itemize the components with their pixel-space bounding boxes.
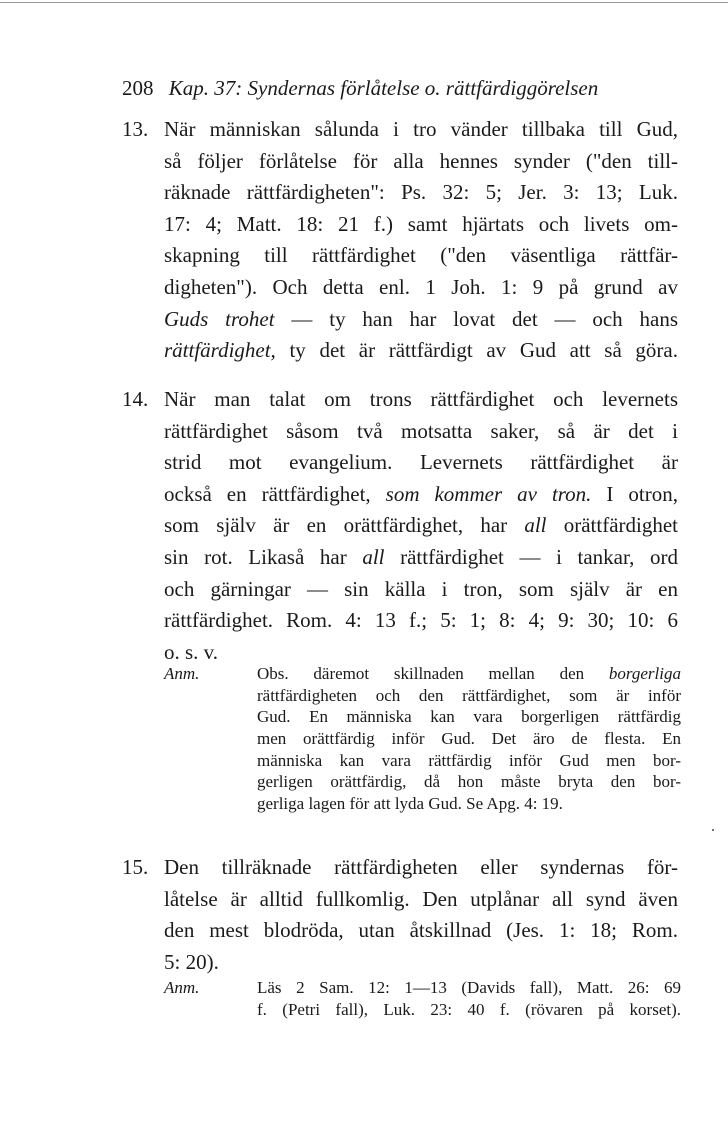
note-body (257, 977, 681, 1020)
text-line (164, 542, 678, 574)
text-line: När människan sålunda i tro vänder tillbaka till Gud, (164, 117, 678, 141)
note-body (257, 663, 681, 815)
text-line: strid mot evangelium. Levernets rättfärdighet är (164, 450, 678, 475)
text-run: — ty han har lovat det — och hans (274, 306, 678, 331)
paragraph-text (164, 384, 678, 668)
text-line (164, 479, 678, 511)
emphasis: som kommer av tron. (385, 481, 592, 506)
text-line (164, 510, 678, 542)
note-line: gerligen orättfärdig, då hon måste bryta den bor- (257, 772, 681, 792)
paragraph-number: 15. (122, 855, 149, 879)
text-line (164, 304, 678, 336)
note-label: Anm. (164, 664, 200, 683)
text-run: I otron, (591, 481, 679, 506)
text-run: också en rättfärdighet, (164, 481, 386, 506)
emphasis: all (362, 544, 385, 569)
text-run: Obs. däremot skillnaden mellan den (257, 664, 609, 683)
note-line: människa kan vara rättfärdig inför Gud men bor- (257, 750, 681, 770)
text-line (164, 335, 678, 367)
text-run: som själv är en orättfärdighet, har (164, 513, 525, 538)
text-line: så följer förlåtelse för alla hennes synder ("den till- (164, 148, 678, 173)
text-line: När man talat om trons rättfärdighet och levernets (164, 387, 678, 411)
note-line: Gud. En människa kan vara borgerligen rättfärdig (257, 707, 681, 727)
text-line: och gärningar — sin källa i tron, som själv är en (164, 576, 678, 601)
note-line: rättfärdigheten och den rättfärdighet, som är inför (257, 685, 681, 705)
emphasis: Guds trohet (164, 306, 275, 331)
note-line: Läs 2 Sam. 12: 1—13 (Davids fall), Matt. 26: 69 (257, 978, 681, 997)
note-line: gerliga lagen för att lyda Gud. Se Apg. 4: 19. (257, 794, 563, 814)
text-run: ty det är rättfärdigt av Gud att så göra. (275, 338, 678, 363)
note-label: Anm. (164, 978, 200, 997)
text-line: rättfärdighet såsom två motsatta saker, så är det i (164, 418, 678, 443)
running-title: Kap. 37: Syndernas förlåtelse o. rättfärdiggörelsen (168, 76, 599, 100)
paragraph-text (164, 114, 678, 367)
note-line: men orättfärdig inför Gud. Det äro de flesta. En (257, 729, 681, 749)
text-line: o. s. v. (164, 639, 219, 664)
text-line: rättfärdighet. Rom. 4: 13 f.; 5: 1; 8: 4; 9: 30; 10: 6 (164, 608, 678, 633)
emphasis: borgerliga (608, 664, 681, 683)
page-number: 208 (122, 76, 154, 100)
text-line: Den tillräknade rättfärdigheten eller syndernas för- (164, 855, 678, 879)
text-line: den mest blodröda, utan åtskillnad (Jes. 1: 18; Rom. (164, 918, 678, 943)
text-run: orättfärdighet (546, 513, 678, 538)
text-run: rättfärdighet — i tankar, ord (384, 544, 678, 569)
emphasis: all (524, 513, 547, 538)
paragraph-number: 14. (122, 387, 149, 411)
text-line: 17: 4; Matt. 18: 21 f.) samt hjärtats och livets om- (164, 211, 678, 236)
text-line: 5: 20). (164, 949, 219, 974)
note-line (257, 663, 681, 685)
text-line: räknade rättfärdigheten": Ps. 32: 5; Jer. 3: 13; Luk. (164, 180, 678, 205)
scan-speck (712, 829, 714, 831)
text-line: låtelse är alltid fullkomlig. Den utplånar all synd även (164, 886, 678, 911)
top-scan-rule (0, 2, 728, 3)
text-line: skapning till rättfärdighet ("den väsentliga rättfär- (164, 243, 678, 268)
running-header (122, 74, 682, 102)
paragraph-text (164, 852, 678, 978)
text-run: sin rot. Likaså har (164, 544, 363, 569)
note-line: f. (Petri fall), Luk. 23: 40 f. (rövaren på korset). (257, 999, 681, 1019)
paragraph-number: 13. (122, 117, 149, 141)
text-line: digheten"). Och detta enl. 1 Joh. 1: 9 på grund av (164, 274, 678, 299)
emphasis: rättfärdighet, (164, 338, 276, 363)
